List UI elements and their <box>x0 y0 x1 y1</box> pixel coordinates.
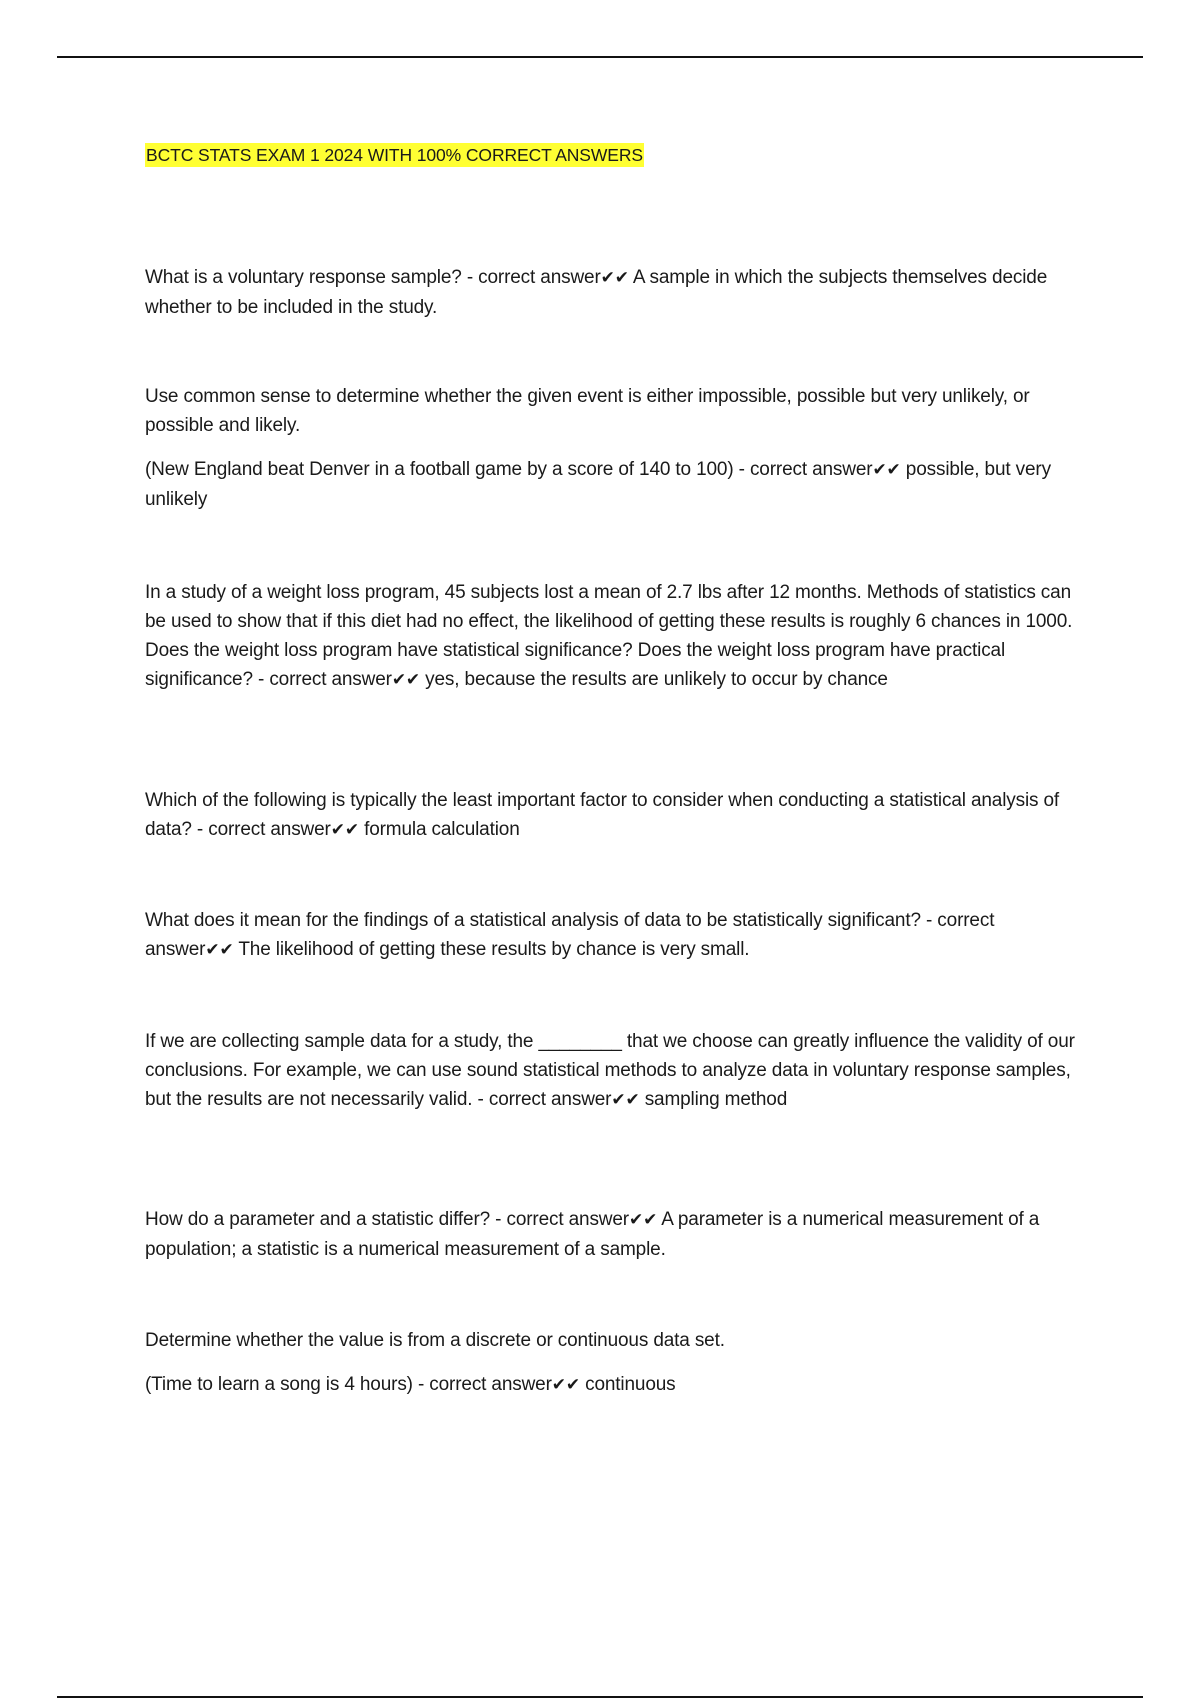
answer-text: sampling method <box>639 1089 788 1110</box>
document-title: BCTC STATS EXAM 1 2024 WITH 100% CORRECT ANSWERS <box>146 145 643 165</box>
double-check-icon: ✔✔ <box>391 670 421 690</box>
double-check-icon: ✔✔ <box>600 268 629 288</box>
qa-item <box>145 1205 1085 1264</box>
prompt-text: Determine whether the value is from a discrete or continuous data set. <box>145 1330 725 1351</box>
answer-text: formula calculation <box>358 819 520 840</box>
double-check-icon: ✔✔ <box>611 1090 640 1110</box>
qa-item <box>145 263 1085 322</box>
double-check-icon: ✔✔ <box>330 820 359 840</box>
double-check-icon: ✔✔ <box>205 940 234 960</box>
qa-text <box>145 578 1085 695</box>
answer-text: yes, because the results are unlikely to occur by chance <box>420 669 888 690</box>
answer-text: The likelihood of getting these results by chance is very small. <box>233 939 750 960</box>
qa-text <box>145 906 1085 965</box>
qa-text <box>145 1205 1085 1264</box>
question-text: If we are collecting sample data for a study, the ________ that we choose can greatly influence the validity of our conclusions. For example, we can use sound statistical methods to analyze data in voluntary response samples, but the results are not necessarily valid. - correct answer <box>145 1031 1075 1110</box>
qa-text <box>145 1027 1085 1115</box>
answer-text: A parameter is a numerical measurement of a population; a statistic is a numerical measurement of a sample. <box>145 1209 1040 1260</box>
qa-item <box>145 786 1085 845</box>
question-text: In a study of a weight loss program, 45 subjects lost a mean of 2.7 lbs after 12 months. Methods of statistics can be used to show that if this diet had no effect, the likelihood of getting these results is roughly 6 chances in 1000. Does the weight loss program have statistical significance? Does the weight loss program have practical significance? - correct answer <box>145 582 1073 690</box>
prompt-text: Use common sense to determine whether the given event is either impossible, possible but very unlikely, or possible and likely. <box>145 386 1030 436</box>
qa-text <box>145 786 1085 845</box>
qa-text <box>145 263 1085 322</box>
double-check-icon: ✔✔ <box>872 460 901 480</box>
double-check-icon: ✔✔ <box>551 1375 580 1395</box>
qa-item <box>145 578 1085 695</box>
qa-item <box>145 1027 1085 1115</box>
top-rule <box>57 56 1143 58</box>
double-check-icon: ✔✔ <box>628 1210 658 1230</box>
qa-item <box>145 906 1085 965</box>
qa-item <box>145 382 1085 514</box>
qa-text <box>145 1370 1085 1400</box>
question-text: What is a voluntary response sample? - correct answer <box>145 267 601 288</box>
question-text: (New England beat Denver in a football game by a score of 140 to 100) - correct answer <box>145 459 873 480</box>
answer-text: A sample in which the subjects themselves decide whether to be included in the study. <box>145 267 1048 318</box>
answer-text: continuous <box>579 1374 676 1395</box>
question-text: Which of the following is typically the least important factor to consider when conducting a statistical analysis of data? - correct answer <box>145 790 1060 840</box>
document-body <box>145 143 1085 1395</box>
question-text: What does it mean for the findings of a statistical analysis of data to be statistically significant? - correct answer <box>145 910 995 960</box>
qa-item <box>145 1326 1085 1400</box>
qa-text <box>145 455 1085 514</box>
answer-text: possible, but very unlikely <box>145 459 1051 510</box>
question-text: How do a parameter and a statistic differ? - correct answer <box>145 1209 629 1230</box>
bottom-rule <box>57 1696 1143 1698</box>
question-text: (Time to learn a song is 4 hours) - correct answer <box>145 1374 552 1395</box>
